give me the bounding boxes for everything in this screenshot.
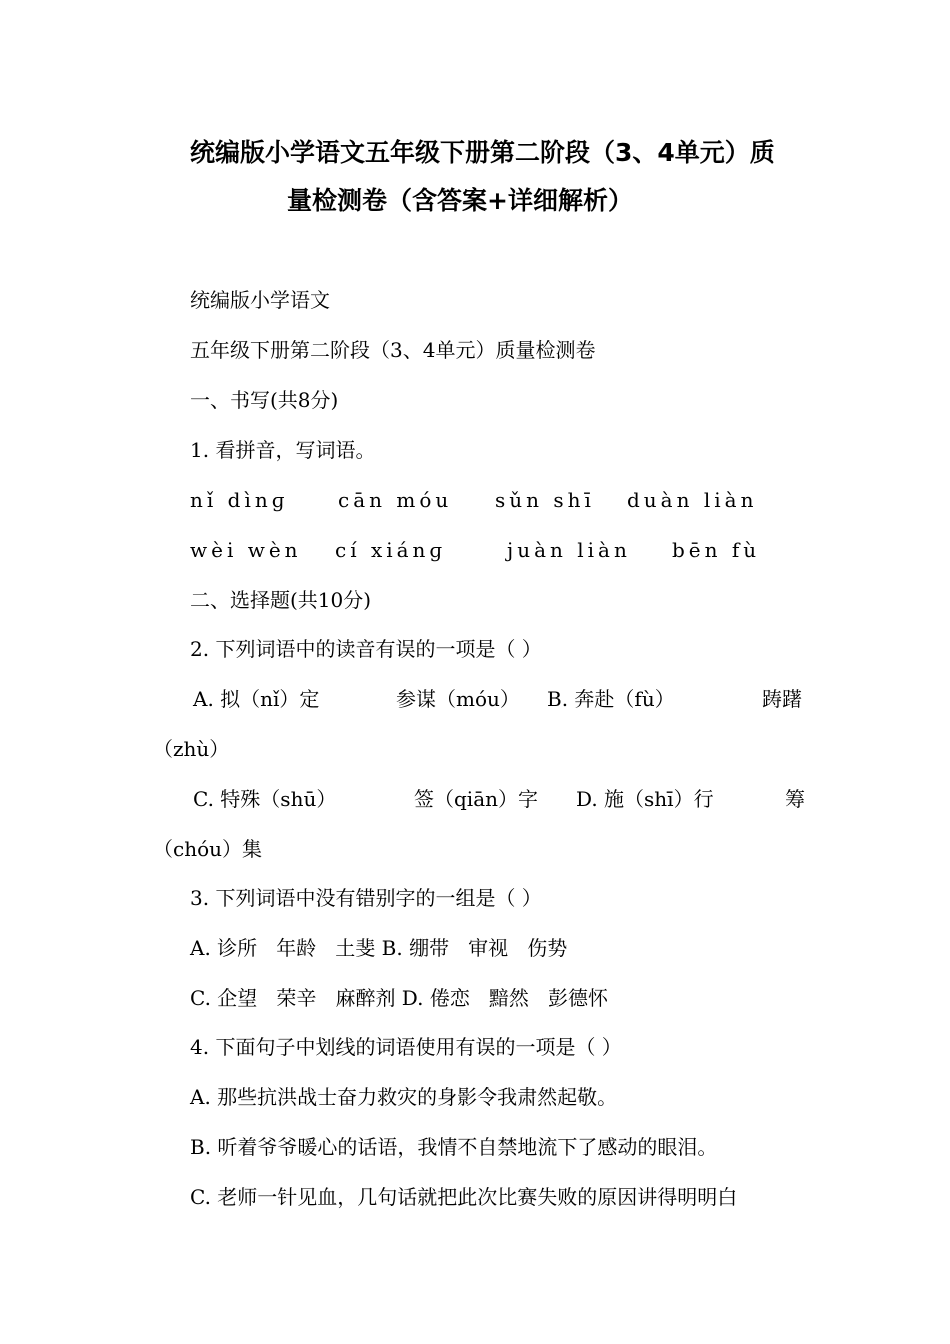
q2-option-d-word2: 筹 [785, 787, 805, 811]
question-3: 3. 下列词语中没有错别字的一组是（ ） [190, 886, 542, 910]
q2-option-a-word2: 参谋（móu） [396, 687, 520, 711]
section1-heading: 一、书写(共8分) [190, 388, 339, 412]
document-title-line2: 量检测卷（含答案+详细解析） [287, 186, 633, 215]
pinyin-item: juàn liàn [507, 538, 631, 562]
document-title-line1: 统编版小学语文五年级下册第二阶段（3、4单元）质 [190, 138, 775, 167]
pinyin-item: cí xiánɡ [335, 538, 447, 562]
header-exam: 五年级下册第二阶段（3、4单元）质量检测卷 [190, 338, 596, 362]
pinyin-item: nǐ dìnɡ [190, 488, 289, 512]
question-4: 4. 下面句子中划线的词语使用有误的一项是（ ） [190, 1035, 622, 1059]
pinyin-item: sǔn shī [495, 488, 595, 512]
q2-option-d-word2-tail: （chóu）集 [153, 837, 263, 861]
q2-option-d: D. 施（shī）行 [576, 787, 714, 811]
q4-option-b: B. 听着爷爷暖心的话语，我情不自禁地流下了感动的眼泪。 [190, 1135, 718, 1159]
q2-option-b-word2: 踌躇 [762, 687, 802, 711]
q2-option-b: B. 奔赴（fù） [547, 687, 675, 711]
q2-option-c: C. 特殊（shū） [193, 787, 337, 811]
pinyin-item: bēn fù [672, 538, 761, 562]
q2-option-c-word2: 签（qiān）字 [414, 787, 539, 811]
q2-option-b-word2-tail: （zhù） [153, 737, 230, 761]
question-2: 2. 下列词语中的读音有误的一项是（ ） [190, 637, 542, 661]
pinyin-item: cān móu [338, 488, 453, 512]
header-school: 统编版小学语文 [190, 288, 330, 312]
q3-options-row2: C. 企望 荣辛 麻醉剂 D. 倦恋 黯然 彭德怀 [190, 986, 608, 1010]
q3-options-row1: A. 诊所 年龄 土斐 B. 绷带 审视 伤势 [190, 936, 568, 960]
pinyin-item: wèi wèn [190, 538, 302, 562]
q4-option-a: A. 那些抗洪战士奋力救灾的身影令我肃然起敬。 [190, 1085, 618, 1109]
section2-heading: 二、选择题(共10分) [190, 588, 372, 612]
q2-option-a: A. 拟（nǐ）定 [193, 687, 320, 711]
pinyin-item: duàn liàn [627, 488, 758, 512]
question-1: 1. 看拼音，写词语。 [190, 438, 376, 462]
q4-option-c: C. 老师一针见血，几句话就把此次比赛失败的原因讲得明明白 [190, 1185, 738, 1209]
